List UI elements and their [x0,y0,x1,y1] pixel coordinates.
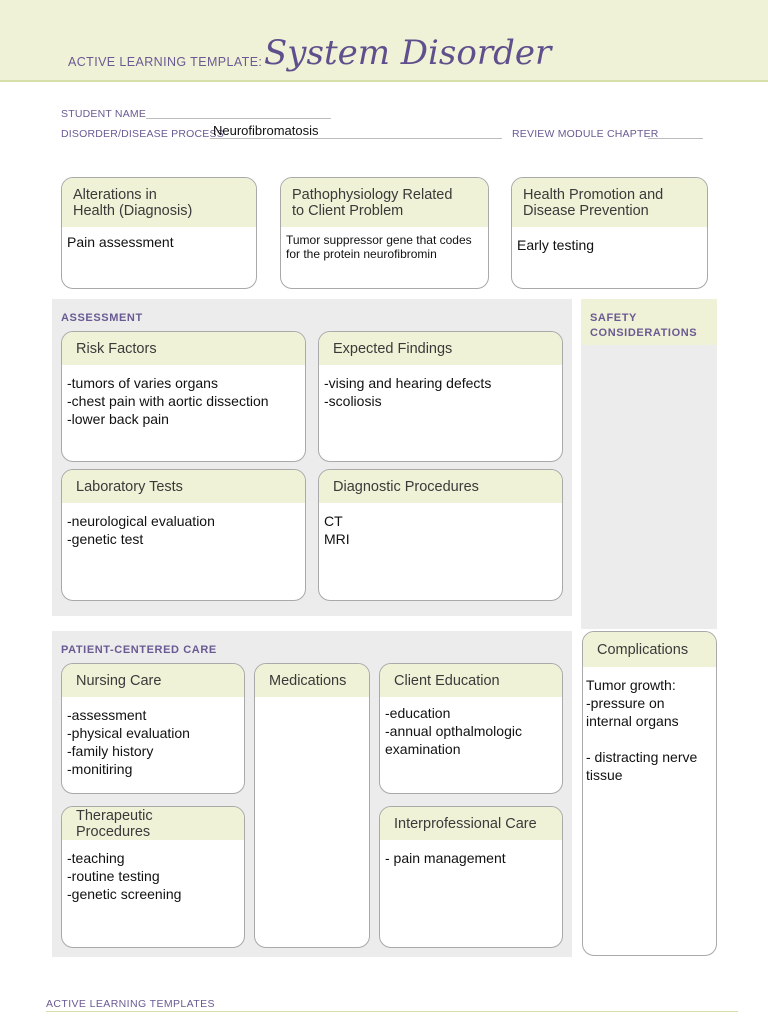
client-education-title: Client Education [380,664,562,697]
alterations-title: Alterations in Health (Diagnosis) [62,178,256,227]
health-promotion-body[interactable]: Early testing [517,237,595,253]
disorder-value: Neurofibromatosis [213,123,319,138]
student-name-label: STUDENT NAME [61,108,147,120]
disorder-field[interactable] [210,122,502,139]
complications-body[interactable]: Tumor growth: -pressure on internal organs - distracting nerve tissue [586,677,698,783]
nursing-care-title: Nursing Care [62,664,244,697]
page-title: System Disorder [264,33,552,73]
laboratory-tests-title: Laboratory Tests [62,470,305,503]
risk-factors-title: Risk Factors [62,332,305,365]
alterations-body[interactable]: Pain assessment [67,234,174,250]
review-module-field[interactable] [648,126,703,139]
health-promotion-card [511,177,708,289]
interprofessional-care-card [379,806,563,948]
footer-divider [46,1011,738,1012]
laboratory-tests-body[interactable]: -neurological evaluation -genetic test [67,513,215,547]
therapeutic-procedures-body[interactable]: -teaching -routine testing -genetic screening [67,850,182,902]
expected-findings-card [318,331,563,462]
expected-findings-body[interactable]: -vising and hearing defects -scoliosis [324,375,492,409]
interprofessional-care-body[interactable]: - pain management [385,850,506,866]
pathophysiology-card [280,177,489,289]
nursing-care-body[interactable]: -assessment -physical evaluation -family history -monitiring [67,707,190,777]
alterations-card [61,177,257,289]
risk-factors-body[interactable]: -tumors of varies organs -chest pain with aortic dissection -lower back pain [67,375,269,427]
diagnostic-procedures-card [318,469,563,601]
complications-title: Complications [583,632,716,667]
footer-label: ACTIVE LEARNING TEMPLATES [46,998,215,1010]
nursing-care-card [61,663,245,794]
assessment-title: ASSESSMENT [61,312,143,324]
medications-body[interactable] [255,697,369,709]
health-promotion-title: Health Promotion and Disease Prevention [512,178,707,227]
client-education-body[interactable]: -education -annual opthalmologic examination [385,705,522,757]
template-label: ACTIVE LEARNING TEMPLATE: [68,55,263,69]
medications-title: Medications [255,664,369,697]
safety-title: SAFETY CONSIDERATIONS [590,312,698,339]
medications-card [254,663,370,948]
template-header [0,0,768,82]
diagnostic-procedures-title: Diagnostic Procedures [319,470,562,503]
expected-findings-title: Expected Findings [319,332,562,365]
risk-factors-card [61,331,306,462]
pathophysiology-title: Pathophysiology Related to Client Problem [281,178,488,227]
review-module-label: REVIEW MODULE CHAPTER [512,128,659,140]
diagnostic-procedures-body[interactable]: CT MRI [324,513,350,547]
patient-care-title: PATIENT-CENTERED CARE [61,644,217,656]
interprofessional-care-title: Interprofessional Care [380,807,562,840]
safety-body[interactable] [581,345,717,629]
disorder-label: DISORDER/DISEASE PROCESS [61,128,224,140]
safety-header [581,299,717,345]
pathophysiology-body[interactable]: Tumor suppressor gene that codes for the protein neurofibromin [286,233,472,261]
client-education-card [379,663,563,794]
laboratory-tests-card [61,469,306,601]
therapeutic-procedures-card [61,806,245,948]
complications-card [582,631,717,956]
student-name-field[interactable] [146,106,331,119]
therapeutic-procedures-title: Therapeutic Procedures [62,807,244,840]
